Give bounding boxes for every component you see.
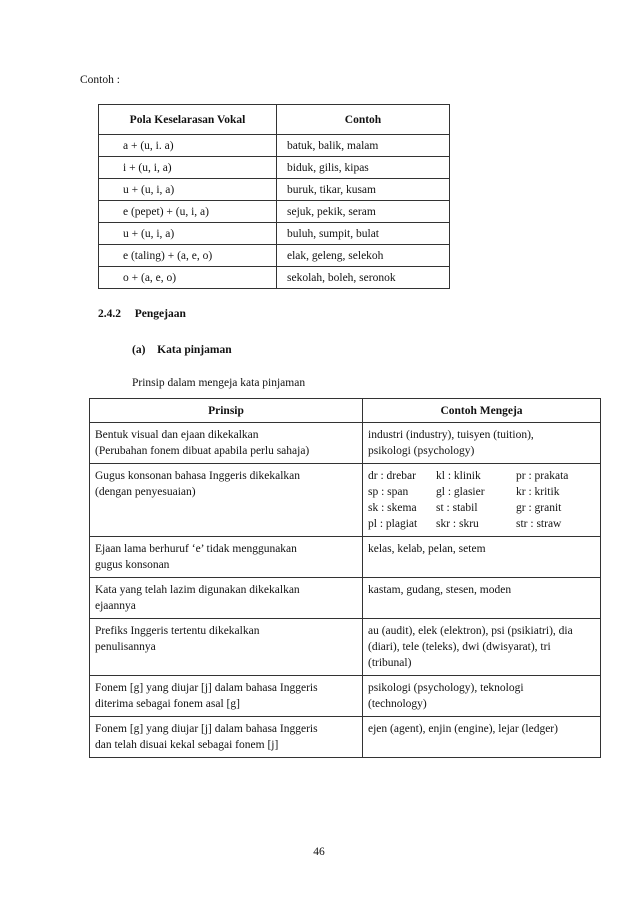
principle-cell [90, 619, 363, 676]
example-cell: elak, geleng, selekoh [277, 245, 450, 267]
principle-line: Gugus konsonan bahasa Inggeris dikekalkan [95, 470, 301, 482]
example-line: psikologi (psychology) [368, 445, 475, 457]
example-cell [363, 619, 601, 676]
principle-line: Ejaan lama berhuruf ‘e’ tidak menggunakan [95, 543, 297, 555]
example-cell [363, 717, 601, 758]
principle-line: gugus konsonan [95, 559, 170, 571]
example-cell [363, 537, 601, 578]
table-row [90, 537, 601, 578]
example-cell: buluh, sumpit, bulat [277, 223, 450, 245]
vowel-pattern-cell: u + (u, i, a) [99, 179, 277, 201]
example-cell: buruk, tikar, kusam [277, 179, 450, 201]
principle-cell [90, 578, 363, 619]
example-cell [363, 464, 601, 537]
principle-line: dan telah disuai kekal sebagai fonem [j] [95, 739, 279, 751]
subsection-heading [132, 344, 232, 356]
subsection-label: (a) [132, 344, 146, 356]
vowel-harmony-table [98, 104, 450, 289]
principle-intro: Prinsip dalam mengeja kata pinjaman [132, 377, 306, 389]
table-row [90, 464, 601, 537]
cluster-example: dr : drebar [368, 470, 416, 482]
cluster-example: gl : glasier [436, 486, 485, 498]
cluster-example: st : stabil [436, 502, 478, 514]
table-row [99, 267, 450, 289]
table-row [90, 676, 601, 717]
example-line: au (audit), elek (elektron), psi (psikiatri), dia [368, 625, 573, 637]
column-header: Pola Keselarasan Vokal [99, 105, 277, 135]
table-row [90, 423, 601, 464]
page-number: 46 [313, 846, 325, 858]
section-title: Pengejaan [134, 308, 186, 320]
principle-cell [90, 676, 363, 717]
principle-cell [90, 537, 363, 578]
principle-line: diterima sebagai fonem asal [g] [95, 698, 240, 710]
example-cell: batuk, balik, malam [277, 135, 450, 157]
example-line: kelas, kelab, pelan, setem [368, 543, 486, 555]
cluster-example: pr : prakata [516, 470, 569, 482]
vowel-pattern-cell: a + (u, i. a) [99, 135, 277, 157]
example-line: (diari), tele (teleks), dwi (dwisyarat), tri [368, 641, 551, 653]
loanword-spelling-table [89, 398, 601, 758]
intro-label: Contoh : [80, 74, 120, 86]
table-row [99, 201, 450, 223]
table-row [99, 179, 450, 201]
table-header-row [90, 399, 601, 423]
consonant-cluster-grid [368, 468, 595, 532]
subsection-title: Kata pinjaman [157, 344, 232, 356]
principle-line: penulisannya [95, 641, 156, 653]
table-row [99, 223, 450, 245]
table-row [90, 578, 601, 619]
example-cell [363, 676, 601, 717]
table-row [90, 717, 601, 758]
example-line: psikologi (psychology), teknologi [368, 682, 524, 694]
cluster-example: sp : span [368, 486, 409, 498]
vowel-pattern-cell: e (taling) + (a, e, o) [99, 245, 277, 267]
example-cell: biduk, gilis, kipas [277, 157, 450, 179]
table-row [99, 135, 450, 157]
table-row [99, 157, 450, 179]
principle-line: (dengan penyesuaian) [95, 486, 196, 498]
vowel-pattern-cell: u + (u, i, a) [99, 223, 277, 245]
example-line: kastam, gudang, stesen, moden [368, 584, 512, 596]
vowel-pattern-cell: e (pepet) + (u, i, a) [99, 201, 277, 223]
cluster-example: gr : granit [516, 502, 562, 514]
cluster-example: sk : skema [368, 502, 417, 514]
column-header: Prinsip [90, 399, 363, 423]
cluster-example: skr : skru [436, 518, 479, 530]
example-line: ejen (agent), enjin (engine), lejar (ledger) [368, 723, 558, 735]
principle-cell [90, 717, 363, 758]
principle-line: ejaannya [95, 600, 136, 612]
table-header-row [99, 105, 450, 135]
example-line: industri (industry), tuisyen (tuition), [368, 429, 534, 441]
cluster-example: kl : klinik [436, 470, 481, 482]
vowel-pattern-cell: o + (a, e, o) [99, 267, 277, 289]
section-number: 2.4.2 [98, 308, 121, 320]
example-line: (tribunal) [368, 657, 412, 669]
principle-line: (Perubahan fonem dibuat apabila perlu sahaja) [95, 445, 310, 457]
principle-line: Bentuk visual dan ejaan dikekalkan [95, 429, 259, 441]
example-cell [363, 578, 601, 619]
principle-cell [90, 423, 363, 464]
example-cell: sejuk, pekik, seram [277, 201, 450, 223]
cluster-example: pl : plagiat [368, 518, 418, 530]
principle-line: Fonem [g] yang diujar [j] dalam bahasa Inggeris [95, 723, 318, 735]
example-cell [363, 423, 601, 464]
principle-line: Prefiks Inggeris tertentu dikekalkan [95, 625, 260, 637]
vowel-pattern-cell: i + (u, i, a) [99, 157, 277, 179]
principle-cell [90, 464, 363, 537]
principle-line: Fonem [g] yang diujar [j] dalam bahasa Inggeris [95, 682, 318, 694]
principle-line: Kata yang telah lazim digunakan dikekalkan [95, 584, 300, 596]
table-row [90, 619, 601, 676]
cluster-example: str : straw [516, 518, 562, 530]
table-row [99, 245, 450, 267]
example-cell: sekolah, boleh, seronok [277, 267, 450, 289]
example-line: (technology) [368, 698, 427, 710]
cluster-example: kr : kritik [516, 486, 560, 498]
section-heading [98, 308, 186, 320]
column-header: Contoh Mengeja [363, 399, 601, 423]
column-header: Contoh [277, 105, 450, 135]
